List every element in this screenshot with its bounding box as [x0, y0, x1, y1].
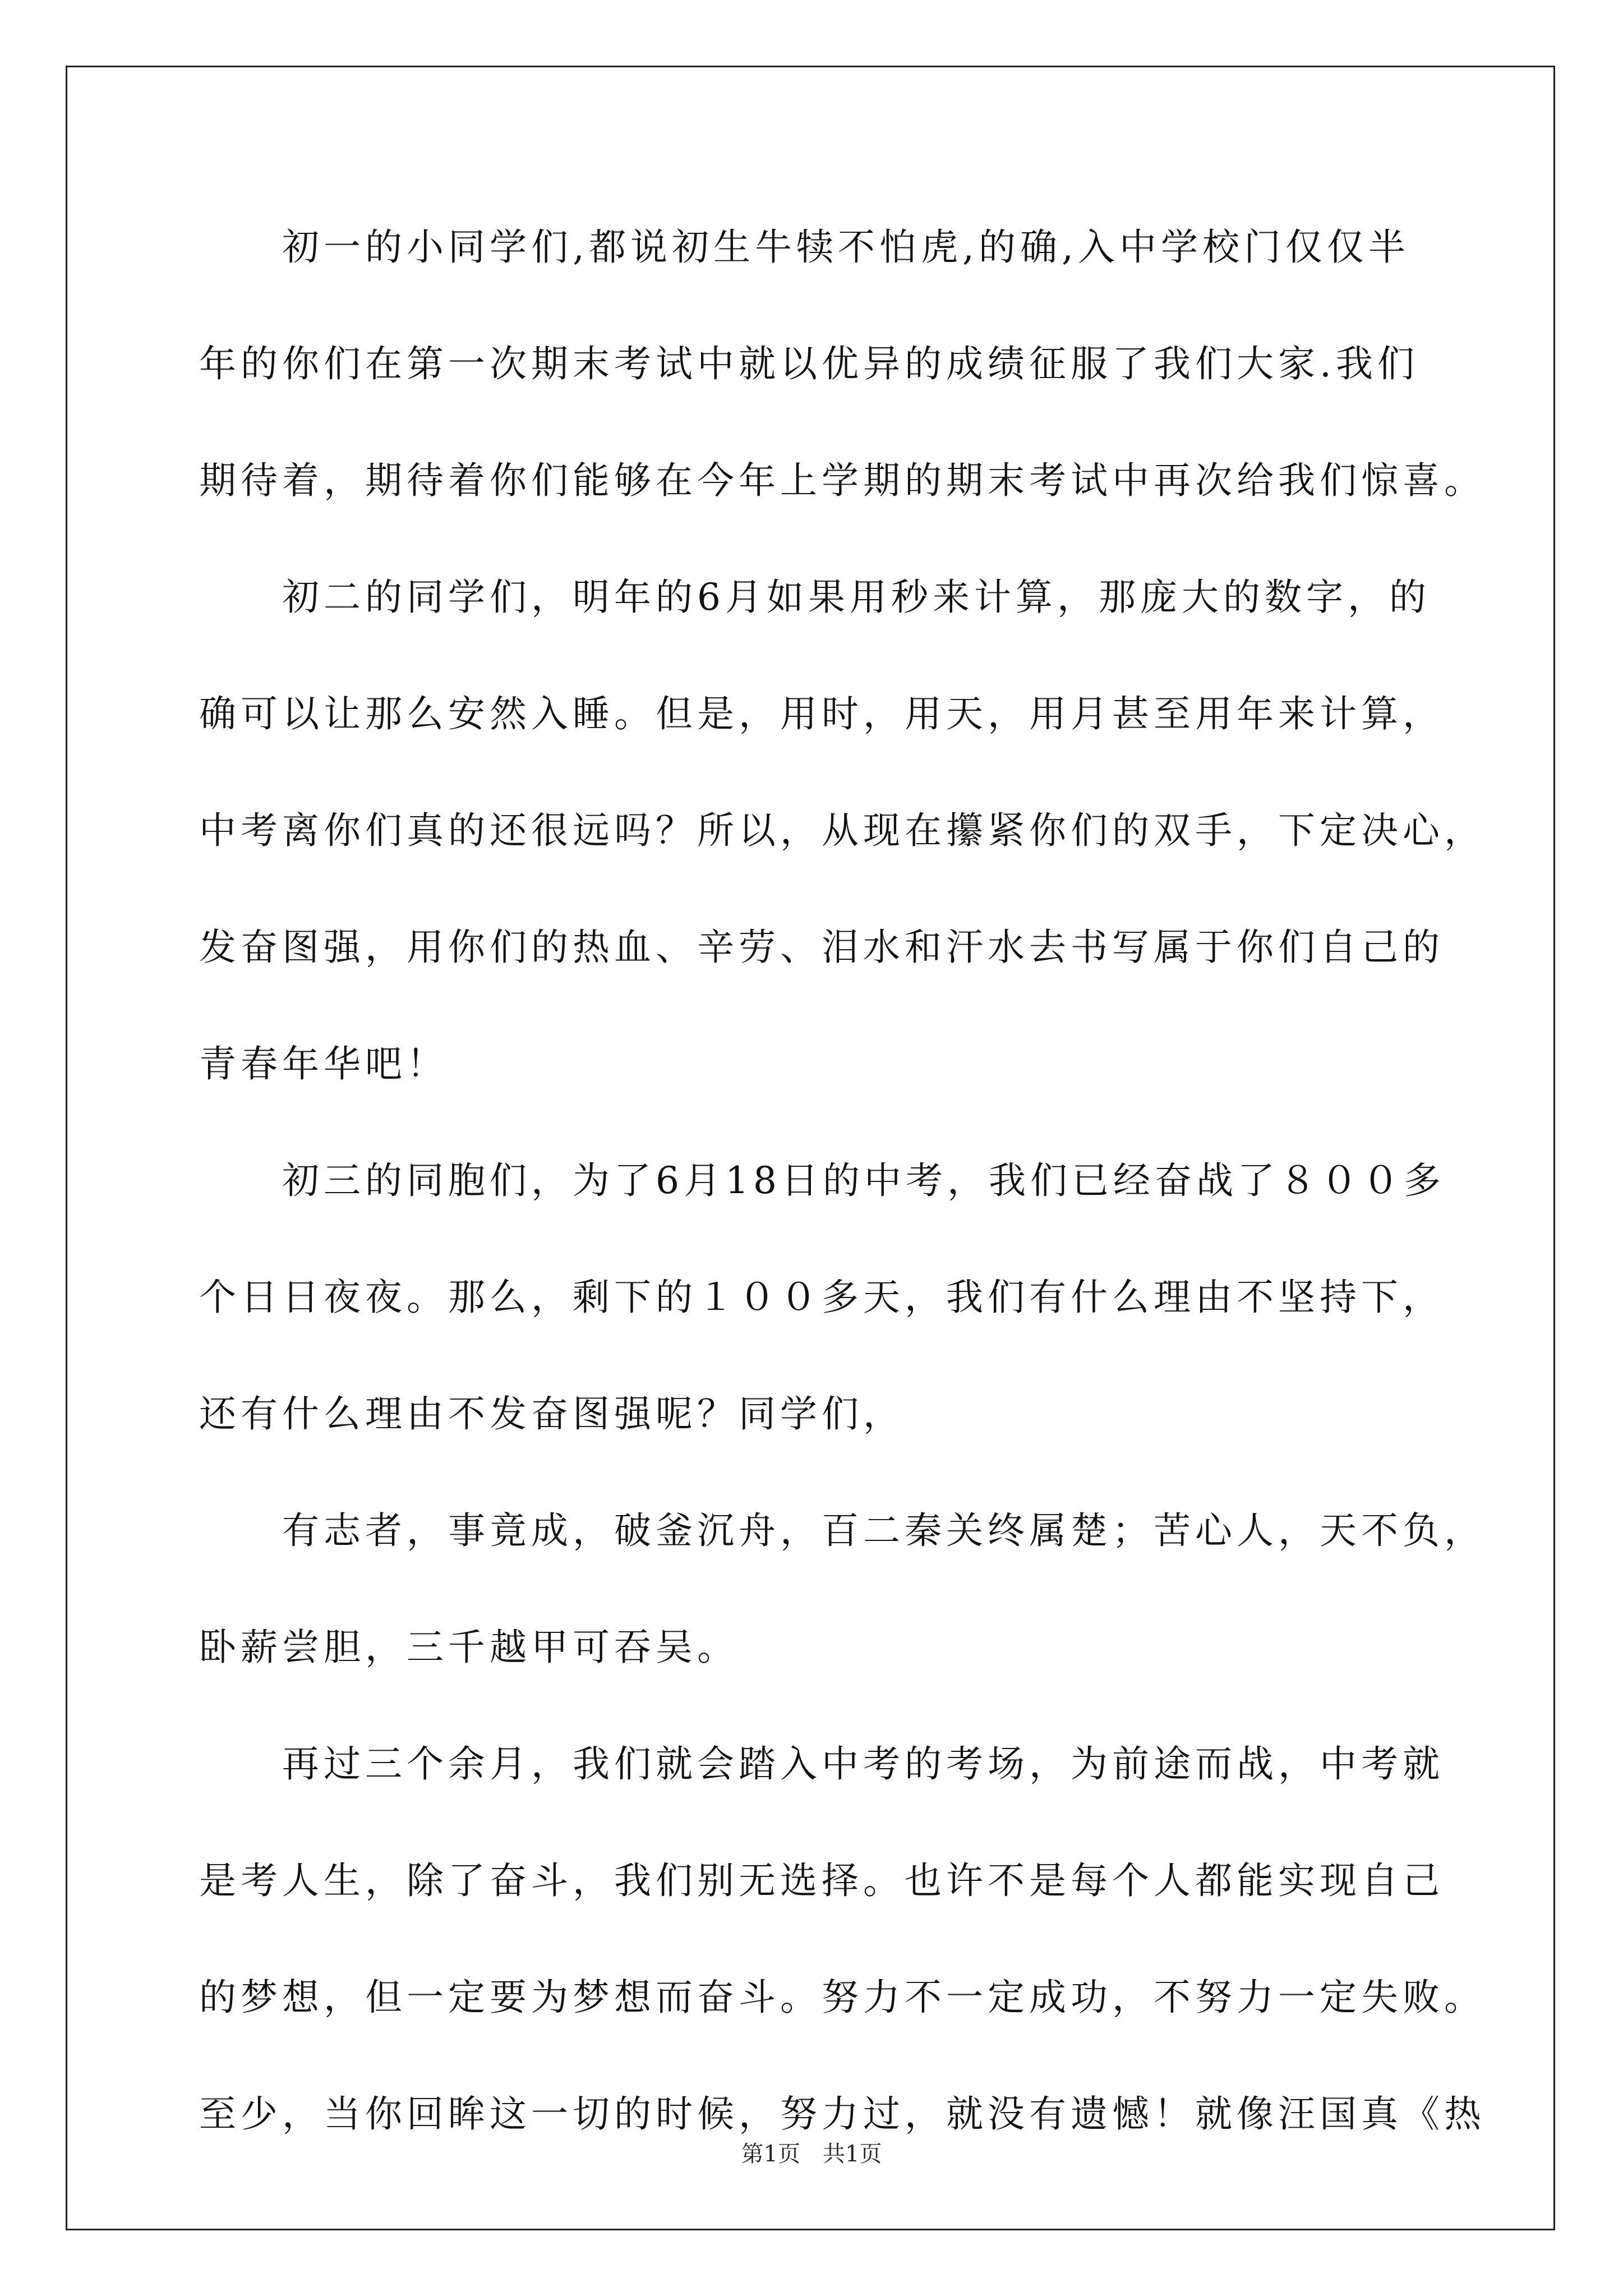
paragraph-5-line-2: 是考人生，除了奋斗，我们别无选择。也许不是每个人都能实现自己: [199, 1859, 1444, 1902]
paragraph-2-line-1: 初二的同学们，明年的6月如果用秒来计算，那庞大的数字，的: [282, 576, 1431, 619]
paragraph-1-line-1: 初一的小同学们,都说初生牛犊不怕虎,的确,入中学校门仅仅半: [282, 226, 1410, 269]
paragraph-5-line-1: 再过三个余月，我们就会踏入中考的考场，为前途而战，中考就: [282, 1742, 1444, 1786]
paragraph-2-line-2: 确可以让那么安然入睡。但是，用时，用天，用月甚至用年来计算，: [199, 692, 1444, 735]
paragraph-4-line-1: 有志者，事竟成，破釜沉舟，百二秦关终属楚；苦心人，天不负，: [282, 1509, 1486, 1552]
paragraph-2-line-4: 发奋图强，用你们的热血、辛劳、泪水和汗水去书写属于你们自己的: [199, 926, 1444, 969]
document-body: [199, 208, 1486, 2191]
paragraph-3-line-1: 初三的同胞们，为了6月18日的中考，我们已经奋战了８００多: [282, 1159, 1445, 1202]
paragraph-1-line-2: 年的你们在第一次期末考试中就以优异的成绩征服了我们大家.我们: [199, 342, 1419, 385]
paragraph-2-line-5: 青春年华吧！: [199, 1042, 448, 1085]
paragraph-5-line-4: 至少，当你回眸这一切的时候，努力过，就没有遗憾！就像汪国真《热: [199, 2092, 1486, 2136]
paragraph-4-line-2: 卧薪尝胆，三千越甲可吞吴。: [199, 1626, 739, 1669]
paragraph-1-line-3: 期待着，期待着你们能够在今年上学期的期末考试中再次给我们惊喜。: [199, 459, 1486, 502]
page-footer: 第1页 共1页: [741, 2141, 882, 2167]
paragraph-2-line-3: 中考离你们真的还很远吗？所以，从现在攥紧你们的双手，下定决心，: [199, 809, 1486, 852]
paragraph-3-line-3: 还有什么理由不发奋图强呢？同学们，: [199, 1392, 905, 1435]
paragraph-5-line-3: 的梦想，但一定要为梦想而奋斗。努力不一定成功，不努力一定失败。: [199, 1976, 1486, 2019]
paragraph-3-line-2: 个日日夜夜。那么，剩下的１００多天，我们有什么理由不坚持下，: [199, 1276, 1444, 1319]
